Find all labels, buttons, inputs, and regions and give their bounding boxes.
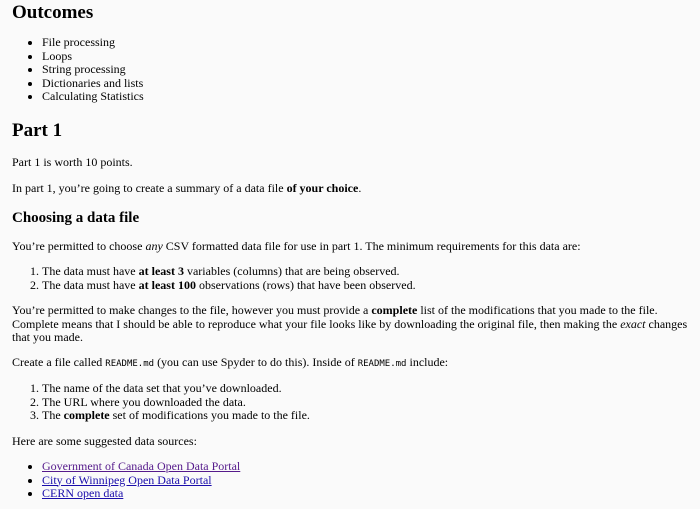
readme-items-list — [12, 382, 688, 423]
permitted-text — [12, 240, 688, 254]
list-item — [42, 409, 688, 423]
list-item — [42, 474, 688, 488]
link-city-of-winnipeg[interactable]: City of Winnipeg Open Data Portal — [42, 472, 212, 487]
part1-worth-text: Part 1 is worth 10 points. — [12, 154, 133, 169]
requirements-list — [12, 265, 688, 292]
intro-bold: of your choice — [286, 181, 359, 195]
req-post: variables (columns) that are being observed. — [183, 264, 400, 278]
req-pre: The data must have — [42, 277, 139, 292]
changes-bold: complete — [371, 303, 418, 317]
outcomes-heading: Outcomes — [12, 2, 94, 23]
item-pre: The URL where you downloaded the data. — [42, 394, 246, 409]
list-item — [42, 382, 688, 396]
list-item — [42, 396, 688, 410]
changes-mid: list of the modifications that you made to the file. Complete means that I should be able to reproduce what your file looks like by downloading the original file, then making the — [12, 303, 658, 331]
outcomes-list — [12, 36, 688, 104]
permitted-post: CSV formatted data file for use in part 1. The minimum requirements for this data are: — [162, 238, 581, 253]
changes-pre: You’re permitted to make changes to the file, however you must provide a — [12, 303, 372, 317]
intro-post: . — [358, 181, 362, 195]
intro-pre: In part 1, you’re going to create a summary of a data file — [12, 181, 287, 195]
list-item — [42, 265, 688, 279]
choosing-heading: Choosing a data file — [12, 209, 140, 226]
list-item — [42, 487, 688, 501]
changes-text — [12, 304, 688, 345]
list-item: • String processing — [42, 63, 688, 77]
link-cern-open-data[interactable]: CERN open data — [42, 486, 124, 500]
readme-pre: Create a file called — [12, 354, 106, 369]
sources-intro: Here are some suggested data sources: — [12, 433, 197, 448]
item-bold: complete — [63, 408, 110, 422]
permitted-em: any — [145, 238, 163, 253]
readme-code: README.md — [105, 358, 155, 369]
part1-heading: Part 1 — [12, 119, 63, 141]
req-bold: at least 3 — [138, 264, 184, 278]
readme-post: include: — [406, 354, 449, 369]
item-pre: The — [42, 408, 64, 422]
list-item: • Calculating Statistics — [42, 90, 688, 104]
list-item — [42, 279, 688, 293]
list-item — [42, 460, 688, 474]
link-government-of-canada[interactable]: Government of Canada Open Data Portal — [42, 459, 241, 473]
readme-text — [12, 356, 688, 372]
item-post: set of modifications you made to the file. — [109, 408, 310, 422]
readme-mid: (you can use Spyder to do this). Inside of — [154, 354, 358, 369]
req-bold: at least 100 — [138, 277, 196, 292]
req-pre: The data must have — [42, 264, 139, 278]
sources-list — [12, 460, 688, 501]
list-item: • File processing — [42, 36, 688, 50]
changes-em: exact — [620, 316, 646, 331]
changes-post: changes that you made. — [12, 316, 688, 344]
list-item: • Dictionaries and lists — [42, 77, 688, 91]
req-post: observations (rows) that have been observed. — [195, 277, 416, 292]
item-pre: The name of the data set that you’ve downloaded. — [42, 381, 282, 395]
part1-intro-text — [12, 182, 688, 196]
list-item: • Loops — [42, 50, 688, 64]
permitted-pre: You’re permitted to choose — [12, 238, 146, 253]
readme-code: README.md — [357, 358, 407, 369]
